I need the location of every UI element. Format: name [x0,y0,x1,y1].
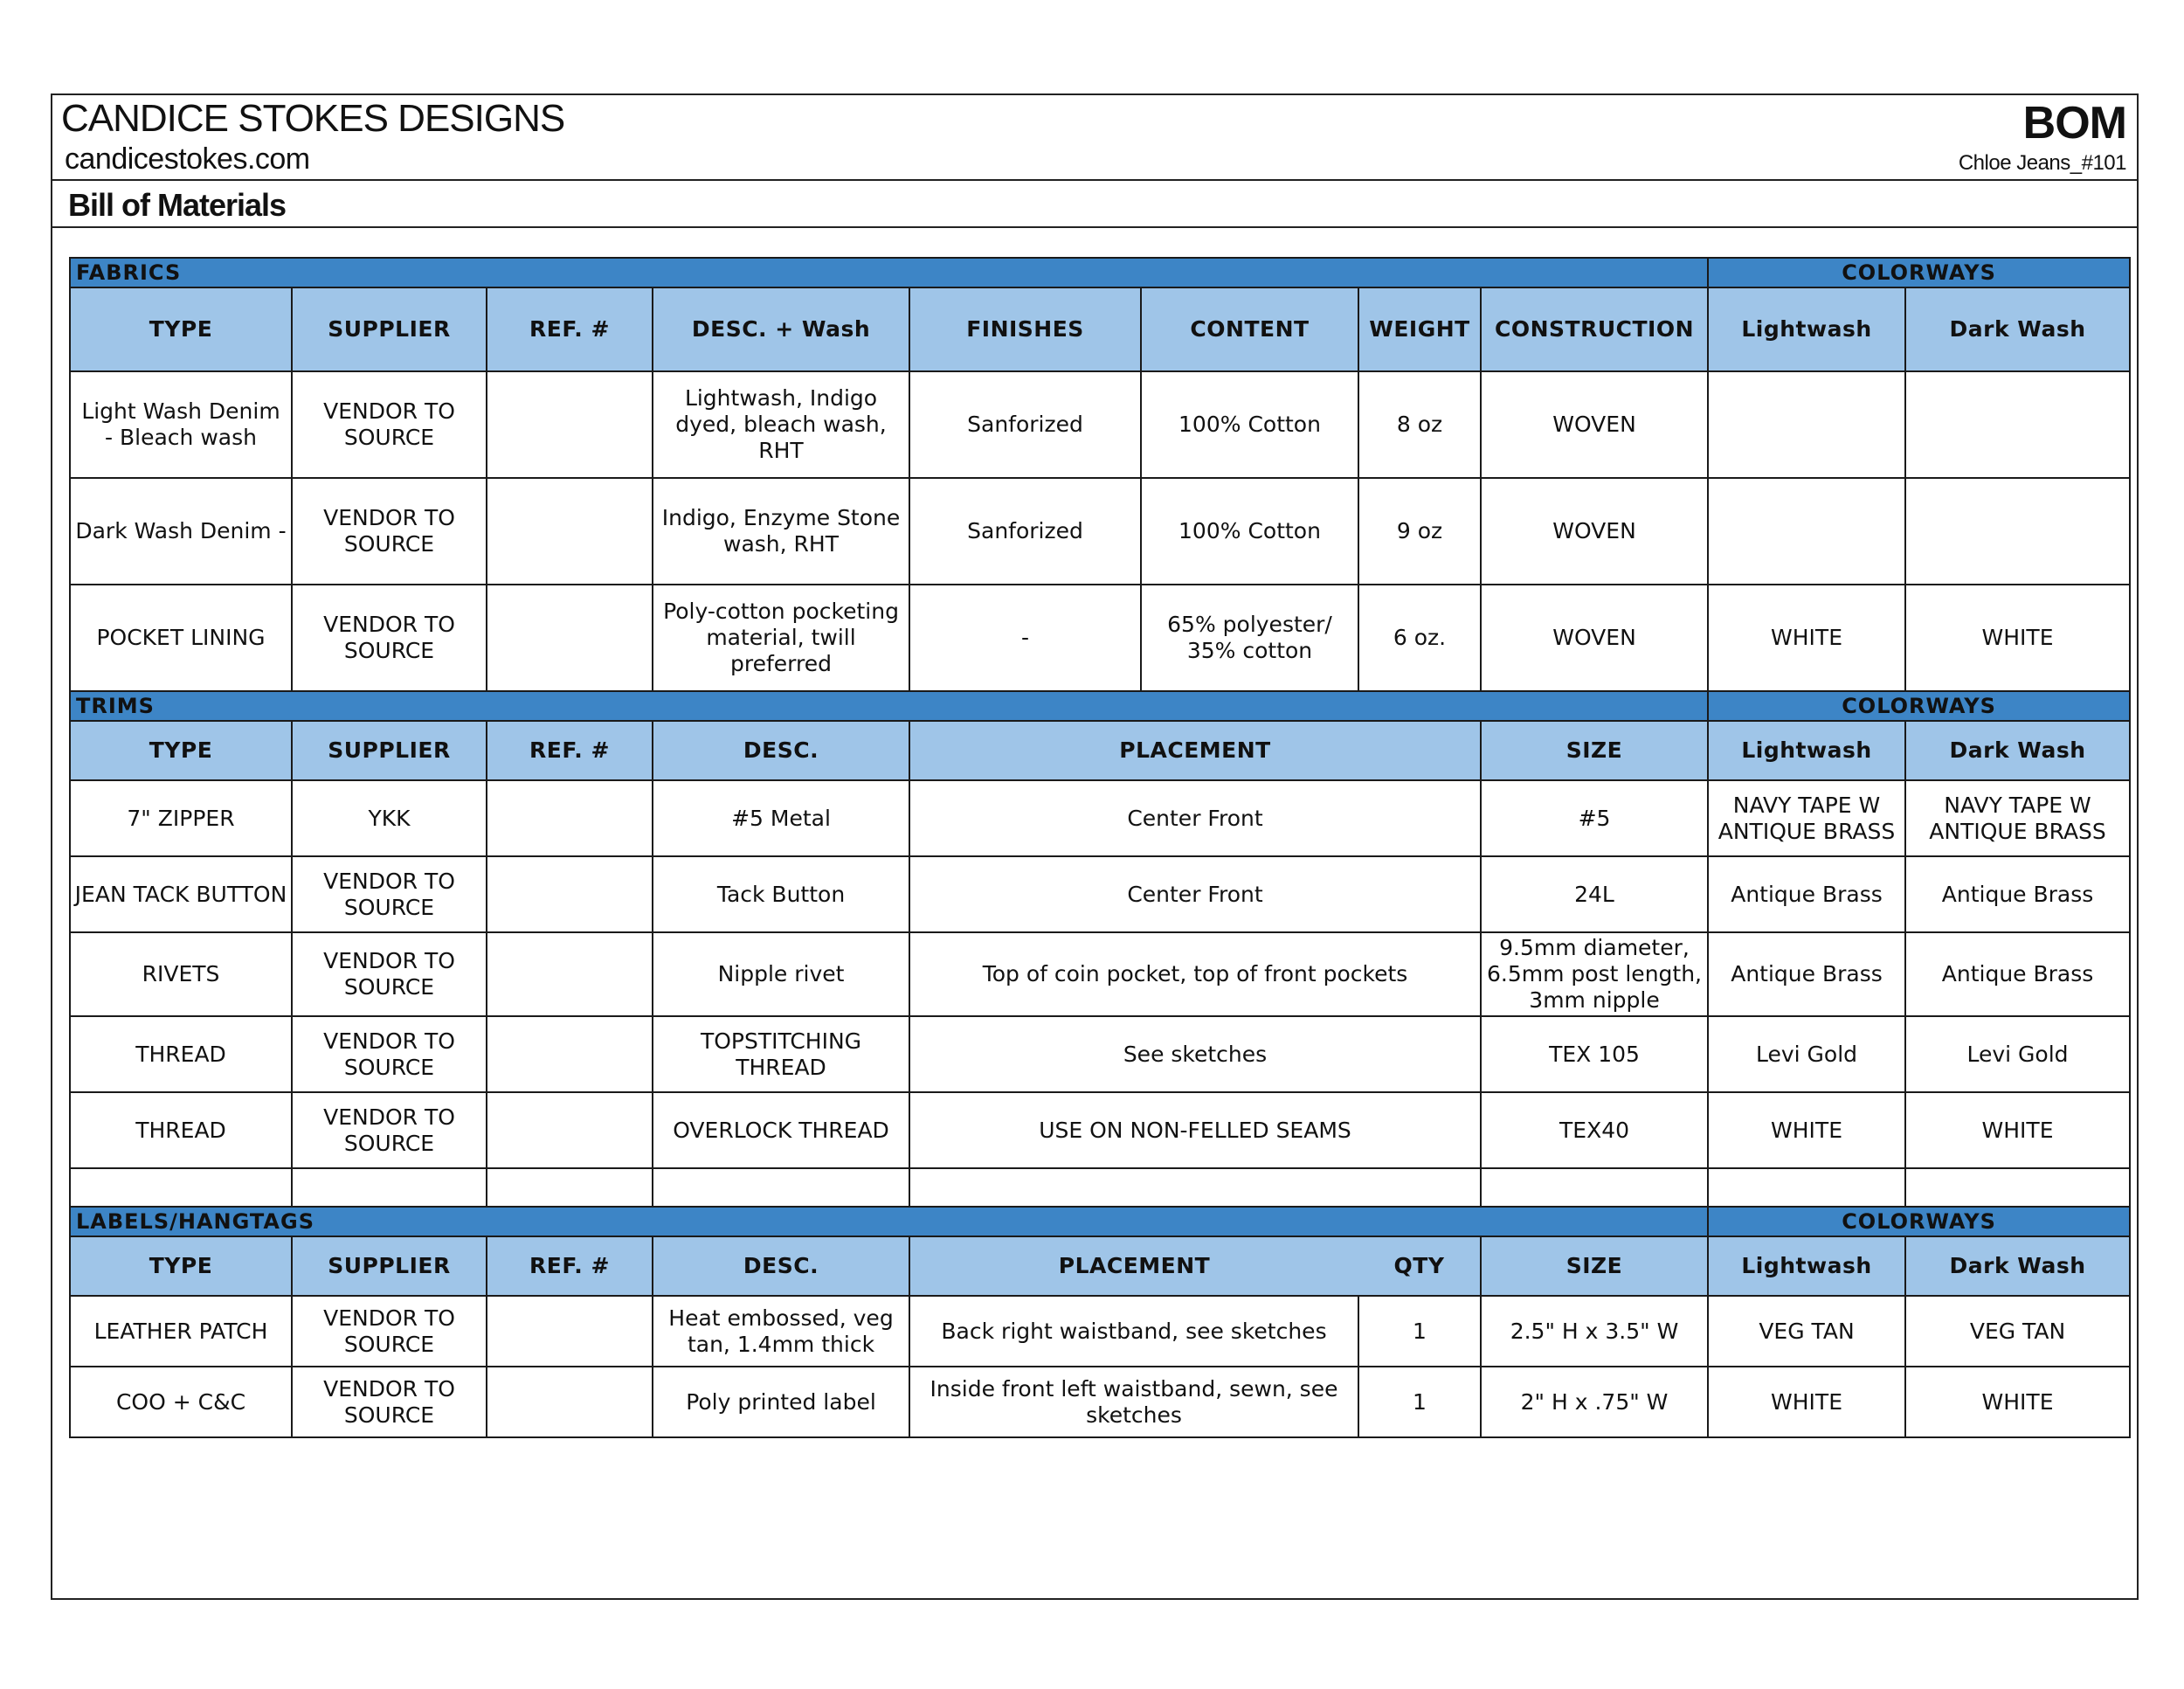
column-header: TYPE [70,721,292,780]
cell-content: 100% Cotton [1141,371,1358,478]
cell-finishes: Sanforized [909,371,1141,478]
labels-column-headers [70,1236,2130,1296]
cell-darkwash: WHITE [1905,585,2130,691]
cell-darkwash: VEG TAN [1905,1296,2130,1367]
cell-qty: 1 [1358,1296,1481,1367]
column-header: CONTENT [1141,287,1358,371]
column-header: QTY [1358,1236,1481,1296]
cell-lightwash [1708,371,1905,478]
cell-lightwash: WHITE [1708,585,1905,691]
cell-darkwash: Levi Gold [1905,1016,2130,1092]
table-row-empty [70,1168,2130,1207]
cell-ref [487,780,653,856]
section-label: FABRICS [70,258,1708,287]
column-header: Dark Wash [1905,721,2130,780]
cell-ref [487,856,653,932]
column-header: SIZE [1481,721,1708,780]
cell-lightwash: WHITE [1708,1367,1905,1437]
trims-column-headers [70,721,2130,780]
column-header: SIZE [1481,1236,1708,1296]
cell-desc: Poly-cotton pocketing material, twill preferred [653,585,909,691]
cell-desc [653,1168,909,1207]
column-header: Dark Wash [1905,287,2130,371]
fabrics-column-headers [70,287,2130,371]
column-header: DESC. [653,1236,909,1296]
cell-lightwash: NAVY TAPE W ANTIQUE BRASS [1708,780,1905,856]
cell-darkwash [1905,371,2130,478]
cell-ref [487,1092,653,1168]
column-header: REF. # [487,721,653,780]
column-header: REF. # [487,1236,653,1296]
cell-supplier: VENDOR TO SOURCE [292,1016,487,1092]
cell-supplier: VENDOR TO SOURCE [292,371,487,478]
cell-lightwash: WHITE [1708,1092,1905,1168]
table-row [70,1092,2130,1168]
column-header: PLACEMENT [909,1236,1358,1296]
cell-size: 24L [1481,856,1708,932]
table-row [70,1367,2130,1437]
cell-darkwash [1905,1168,2130,1207]
column-header: DESC. + Wash [653,287,909,371]
cell-size: 9.5mm diameter, 6.5mm post length, 3mm nipple [1481,932,1708,1016]
cell-placement: Inside front left waistband, sewn, see sketches [909,1367,1358,1437]
cell-lightwash: Levi Gold [1708,1016,1905,1092]
document-type: BOM [2022,98,2126,149]
cell-supplier: VENDOR TO SOURCE [292,1367,487,1437]
cell-desc: Tack Button [653,856,909,932]
cell-finishes: Sanforized [909,478,1141,585]
cell-size: TEX 105 [1481,1016,1708,1092]
cell-construction: WOVEN [1481,478,1708,585]
column-header: TYPE [70,1236,292,1296]
cell-supplier: VENDOR TO SOURCE [292,1092,487,1168]
colorways-label: COLORWAYS [1708,691,2130,721]
cell-qty: 1 [1358,1367,1481,1437]
cell-ref [487,478,653,585]
fabrics-section-header [70,258,2130,287]
cell-type: RIVETS [70,932,292,1016]
cell-type: POCKET LINING [70,585,292,691]
cell-darkwash: NAVY TAPE W ANTIQUE BRASS [1905,780,2130,856]
column-header: Dark Wash [1905,1236,2130,1296]
table-row [70,1296,2130,1367]
cell-supplier: VENDOR TO SOURCE [292,932,487,1016]
cell-placement: See sketches [909,1016,1481,1092]
cell-size [1481,1168,1708,1207]
cell-type: COO + C&C [70,1367,292,1437]
column-header: SUPPLIER [292,1236,487,1296]
cell-size: #5 [1481,780,1708,856]
cell-construction: WOVEN [1481,371,1708,478]
cell-weight: 9 oz [1358,478,1481,585]
cell-ref [487,1296,653,1367]
cell-placement: Center Front [909,780,1481,856]
column-header: CONSTRUCTION [1481,287,1708,371]
colorways-label: COLORWAYS [1708,258,2130,287]
column-header: Lightwash [1708,721,1905,780]
cell-construction: WOVEN [1481,585,1708,691]
cell-type: Dark Wash Denim - [70,478,292,585]
cell-content: 65% polyester/ 35% cotton [1141,585,1358,691]
cell-ref [487,1016,653,1092]
cell-supplier: VENDOR TO SOURCE [292,856,487,932]
cell-placement: USE ON NON-FELLED SEAMS [909,1092,1481,1168]
table-row [70,1016,2130,1092]
sheet-subheader [52,181,2137,228]
bom-table [69,257,2131,1438]
cell-placement: Back right waistband, see sketches [909,1296,1358,1367]
section-label: LABELS/HANGTAGS [70,1207,1708,1236]
column-header: SUPPLIER [292,721,487,780]
cell-supplier [292,1168,487,1207]
cell-lightwash: VEG TAN [1708,1296,1905,1367]
cell-size: 2" H x .75" W [1481,1367,1708,1437]
cell-ref [487,585,653,691]
cell-desc: Heat embossed, veg tan, 1.4mm thick [653,1296,909,1367]
table-row [70,856,2130,932]
cell-ref [487,1367,653,1437]
cell-ref [487,371,653,478]
cell-type: THREAD [70,1016,292,1092]
company-website: candicestokes.com [65,142,310,176]
trims-section-header [70,691,2130,721]
column-header: WEIGHT [1358,287,1481,371]
table-row [70,932,2130,1016]
cell-desc: TOPSTITCHING THREAD [653,1016,909,1092]
labels-section-header [70,1207,2130,1236]
cell-weight: 6 oz. [1358,585,1481,691]
table-row [70,371,2130,478]
cell-darkwash: Antique Brass [1905,932,2130,1016]
column-header: PLACEMENT [909,721,1481,780]
company-name: CANDICE STOKES DESIGNS [61,97,565,140]
column-header: Lightwash [1708,1236,1905,1296]
cell-type: JEAN TACK BUTTON [70,856,292,932]
cell-lightwash [1708,478,1905,585]
column-header: Lightwash [1708,287,1905,371]
cell-ref [487,932,653,1016]
cell-desc: Indigo, Enzyme Stone wash, RHT [653,478,909,585]
table-row [70,478,2130,585]
cell-type: LEATHER PATCH [70,1296,292,1367]
column-header: REF. # [487,287,653,371]
page-title: Bill of Materials [68,187,287,223]
cell-darkwash: WHITE [1905,1092,2130,1168]
cell-supplier: VENDOR TO SOURCE [292,1296,487,1367]
cell-type [70,1168,292,1207]
cell-weight: 8 oz [1358,371,1481,478]
cell-supplier: YKK [292,780,487,856]
cell-desc: Poly printed label [653,1367,909,1437]
column-header: DESC. [653,721,909,780]
cell-size: TEX40 [1481,1092,1708,1168]
cell-placement: Center Front [909,856,1481,932]
colorways-label: COLORWAYS [1708,1207,2130,1236]
cell-finishes: - [909,585,1141,691]
table-row [70,585,2130,691]
cell-darkwash: WHITE [1905,1367,2130,1437]
column-header: SUPPLIER [292,287,487,371]
cell-type: Light Wash Denim - Bleach wash [70,371,292,478]
cell-lightwash: Antique Brass [1708,932,1905,1016]
cell-lightwash: Antique Brass [1708,856,1905,932]
cell-supplier: VENDOR TO SOURCE [292,585,487,691]
cell-ref [487,1168,653,1207]
column-header: FINISHES [909,287,1141,371]
cell-desc: OVERLOCK THREAD [653,1092,909,1168]
section-label: TRIMS [70,691,1708,721]
cell-desc: #5 Metal [653,780,909,856]
table-row [70,780,2130,856]
column-header: TYPE [70,287,292,371]
cell-supplier: VENDOR TO SOURCE [292,478,487,585]
cell-type: THREAD [70,1092,292,1168]
cell-size: 2.5" H x 3.5" W [1481,1296,1708,1367]
sheet-header [52,95,2137,181]
cell-desc: Nipple rivet [653,932,909,1016]
cell-desc: Lightwash, Indigo dyed, bleach wash, RHT [653,371,909,478]
cell-darkwash [1905,478,2130,585]
style-name: Chloe Jeans_#101 [1958,151,2126,175]
cell-placement: Top of coin pocket, top of front pockets [909,932,1481,1016]
cell-content: 100% Cotton [1141,478,1358,585]
cell-lightwash [1708,1168,1905,1207]
cell-placement [909,1168,1481,1207]
cell-darkwash: Antique Brass [1905,856,2130,932]
cell-type: 7" ZIPPER [70,780,292,856]
